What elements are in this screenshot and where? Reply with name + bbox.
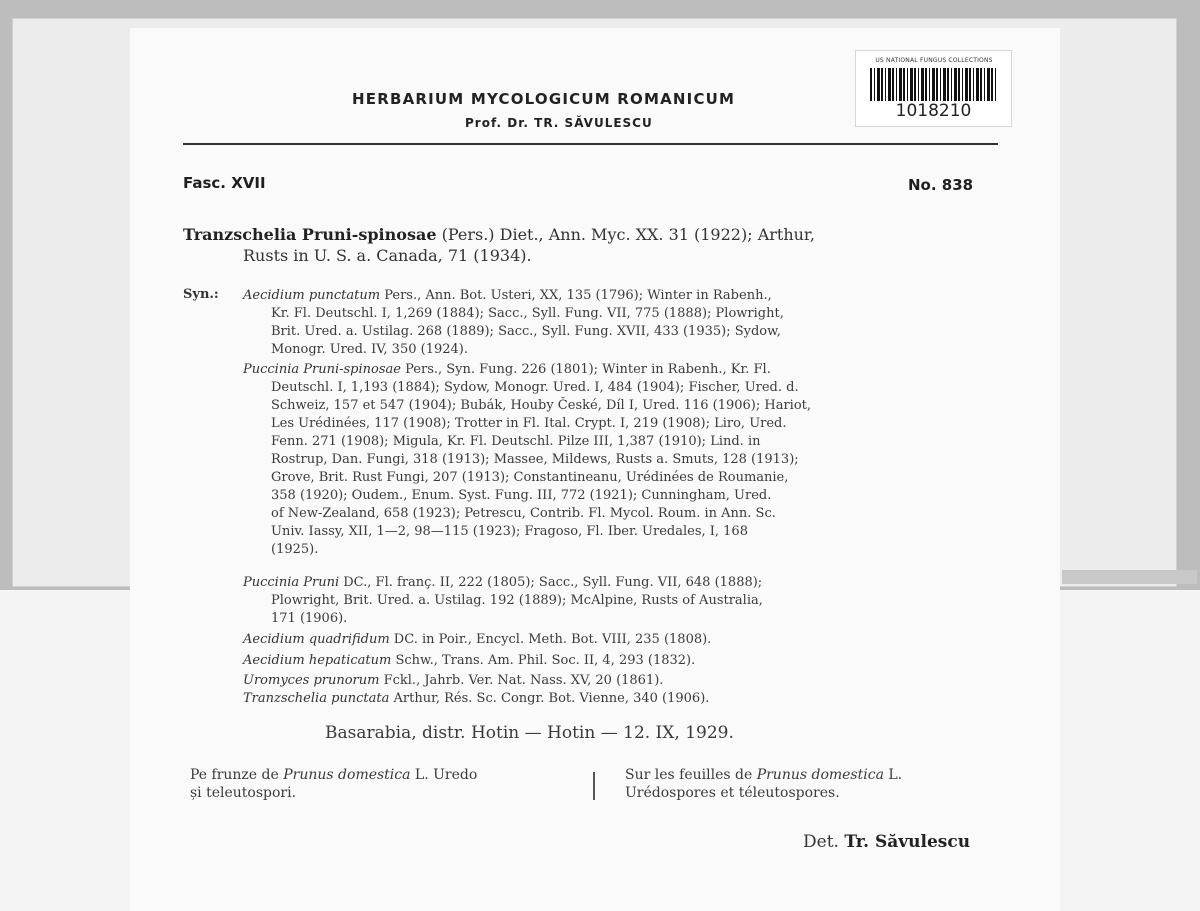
host-text: L. Uredo bbox=[410, 767, 478, 783]
barcode-org: US NATIONAL FUNGUS COLLECTIONS bbox=[875, 57, 993, 64]
host-divider bbox=[593, 772, 595, 800]
synonym-line: Pers., Syn. Fung. 226 (1801); Winter in Rabenh., Kr. Fl. bbox=[400, 362, 771, 377]
synonym-line: Deutschl. I, 1,193 (1884); Sydow, Monogr. Ured. I, 484 (1904); Fischer, Ured. d. bbox=[271, 380, 799, 395]
herbarium-subtitle: Prof. Dr. TR. SĂVULESCU bbox=[465, 116, 653, 130]
synonym-line: Kr. Fl. Deutschl. I, 1,269 (1884); Sacc., Syll. Fung. VII, 775 (1888); Plowright, bbox=[271, 306, 784, 321]
host-species: Prunus domestica bbox=[283, 767, 411, 783]
synonym-line: Monogr. Ured. IV, 350 (1924). bbox=[271, 342, 468, 357]
species-citation bbox=[183, 224, 1003, 266]
envelope-edge bbox=[1062, 570, 1197, 584]
synonym-line: Grove, Brit. Rust Fungi, 207 (1913); Constantineanu, Urédinées de Roumanie, bbox=[271, 470, 789, 485]
barcode-sticker bbox=[855, 50, 1012, 127]
synonym-line: Rostrup, Dan. Fungi, 318 (1913); Massee, Mildews, Rusts a. Smuts, 128 (1913); bbox=[271, 452, 799, 467]
synonym-line: of New-Zealand, 658 (1923); Petrescu, Contrib. Fl. Mycol. Roum. in Ann. Sc. bbox=[271, 506, 776, 521]
host-species: Prunus domestica bbox=[756, 767, 884, 783]
header-rule bbox=[183, 143, 998, 145]
synonym-line: Schweiz, 157 et 547 (1904); Bubák, Houby České, Díl I, Ured. 116 (1906); Hariot, bbox=[271, 398, 812, 413]
herbarium-title: HERBARIUM MYCOLOGICUM ROMANICUM bbox=[352, 90, 736, 108]
synonym-entry bbox=[243, 287, 1005, 359]
synonym-entry bbox=[243, 574, 1005, 628]
synonym-line: 171 (1906). bbox=[271, 611, 348, 626]
host-text: L. bbox=[883, 767, 903, 783]
synonym-line: Plowright, Brit. Ured. a. Ustilag. 192 (1889); McAlpine, Rusts of Australia, bbox=[271, 593, 763, 608]
barcode-number: 1018210 bbox=[895, 101, 972, 121]
host-text: și teleutospori. bbox=[190, 785, 297, 801]
synonym-line: (1925). bbox=[271, 542, 319, 557]
synonym-entry bbox=[243, 652, 1005, 670]
synonym-entry bbox=[243, 361, 1005, 559]
host-text: Sur les feuilles de bbox=[625, 767, 757, 783]
synonym-entry bbox=[243, 631, 1005, 649]
synonym-line: Fenn. 271 (1908); Migula, Kr. Fl. Deutschl. Pilze III, 1,387 (1910); Lind. in bbox=[271, 434, 761, 449]
host-romanian bbox=[190, 766, 580, 802]
synonym-line: Univ. Iassy, XII, 1—2, 98—115 (1923); Fragoso, Fl. Iber. Uredales, I, 168 bbox=[271, 524, 748, 539]
species-citation-line2: Rusts in U. S. a. Canada, 71 (1934). bbox=[243, 246, 532, 265]
synonym-name: Puccinia Pruni bbox=[243, 575, 340, 590]
synonym-name: Aecidium punctatum bbox=[243, 288, 381, 303]
synonym-name: Puccinia Pruni-spinosae bbox=[243, 362, 401, 377]
species-citation-line1: (Pers.) Diet., Ann. Myc. XX. 31 (1922); Arthur, bbox=[436, 225, 815, 244]
determiner-name: Tr. Săvulescu bbox=[844, 832, 971, 852]
synonym-line: Les Urédinées, 117 (1908); Trotter in Fl. Ital. Crypt. I, 219 (1908); Liro, Ured. bbox=[271, 416, 787, 431]
synonym-line: Brit. Ured. a. Ustilag. 268 (1889); Sacc., Syll. Fung. XVII, 433 (1935); Sydow, bbox=[271, 324, 781, 339]
synonym-entry bbox=[243, 690, 1005, 708]
synonym-entry bbox=[243, 672, 1005, 690]
determiner-prefix: Det. bbox=[803, 832, 845, 852]
synonym-line: 358 (1920); Oudem., Enum. Syst. Fung. III, 772 (1921); Cunningham, Ured. bbox=[271, 488, 772, 503]
synonym-line: Fckl., Jahrb. Ver. Nat. Nass. XV, 20 (1861). bbox=[379, 673, 664, 688]
synonym-line: DC., Fl. franç. II, 222 (1805); Sacc., Syll. Fung. VII, 648 (1888); bbox=[339, 575, 763, 590]
synonym-name: Tranzschelia punctata bbox=[243, 691, 390, 706]
synonym-name: Aecidium quadrifidum bbox=[243, 632, 390, 647]
host-text: Urédospores et téleutospores. bbox=[625, 785, 840, 801]
host-text: Pe frunze de bbox=[190, 767, 284, 783]
species-name: Tranzschelia Pruni-spinosae bbox=[183, 225, 437, 244]
determiner bbox=[803, 832, 970, 852]
fascicle: Fasc. XVII bbox=[183, 174, 266, 192]
synonym-line: Schw., Trans. Am. Phil. Soc. II, 4, 293 (1832). bbox=[391, 653, 696, 668]
synonym-line: Pers., Ann. Bot. Usteri, XX, 135 (1796); Winter in Rabenh., bbox=[380, 288, 772, 303]
synonyms-label: Syn.: bbox=[183, 287, 219, 302]
host-french bbox=[625, 766, 1015, 802]
synonym-name: Uromyces prunorum bbox=[243, 673, 380, 688]
synonym-name: Aecidium hepaticatum bbox=[243, 653, 392, 668]
synonym-line: Arthur, Rés. Sc. Congr. Bot. Vienne, 340 (1906). bbox=[389, 691, 710, 706]
specimen-number: No. 838 bbox=[908, 176, 974, 194]
synonym-line: DC. in Poir., Encycl. Meth. Bot. VIII, 235 (1808). bbox=[389, 632, 712, 647]
barcode-icon bbox=[870, 68, 998, 101]
collection-locality: Basarabia, distr. Hotin — Hotin — 12. IX, 1929. bbox=[325, 723, 734, 743]
